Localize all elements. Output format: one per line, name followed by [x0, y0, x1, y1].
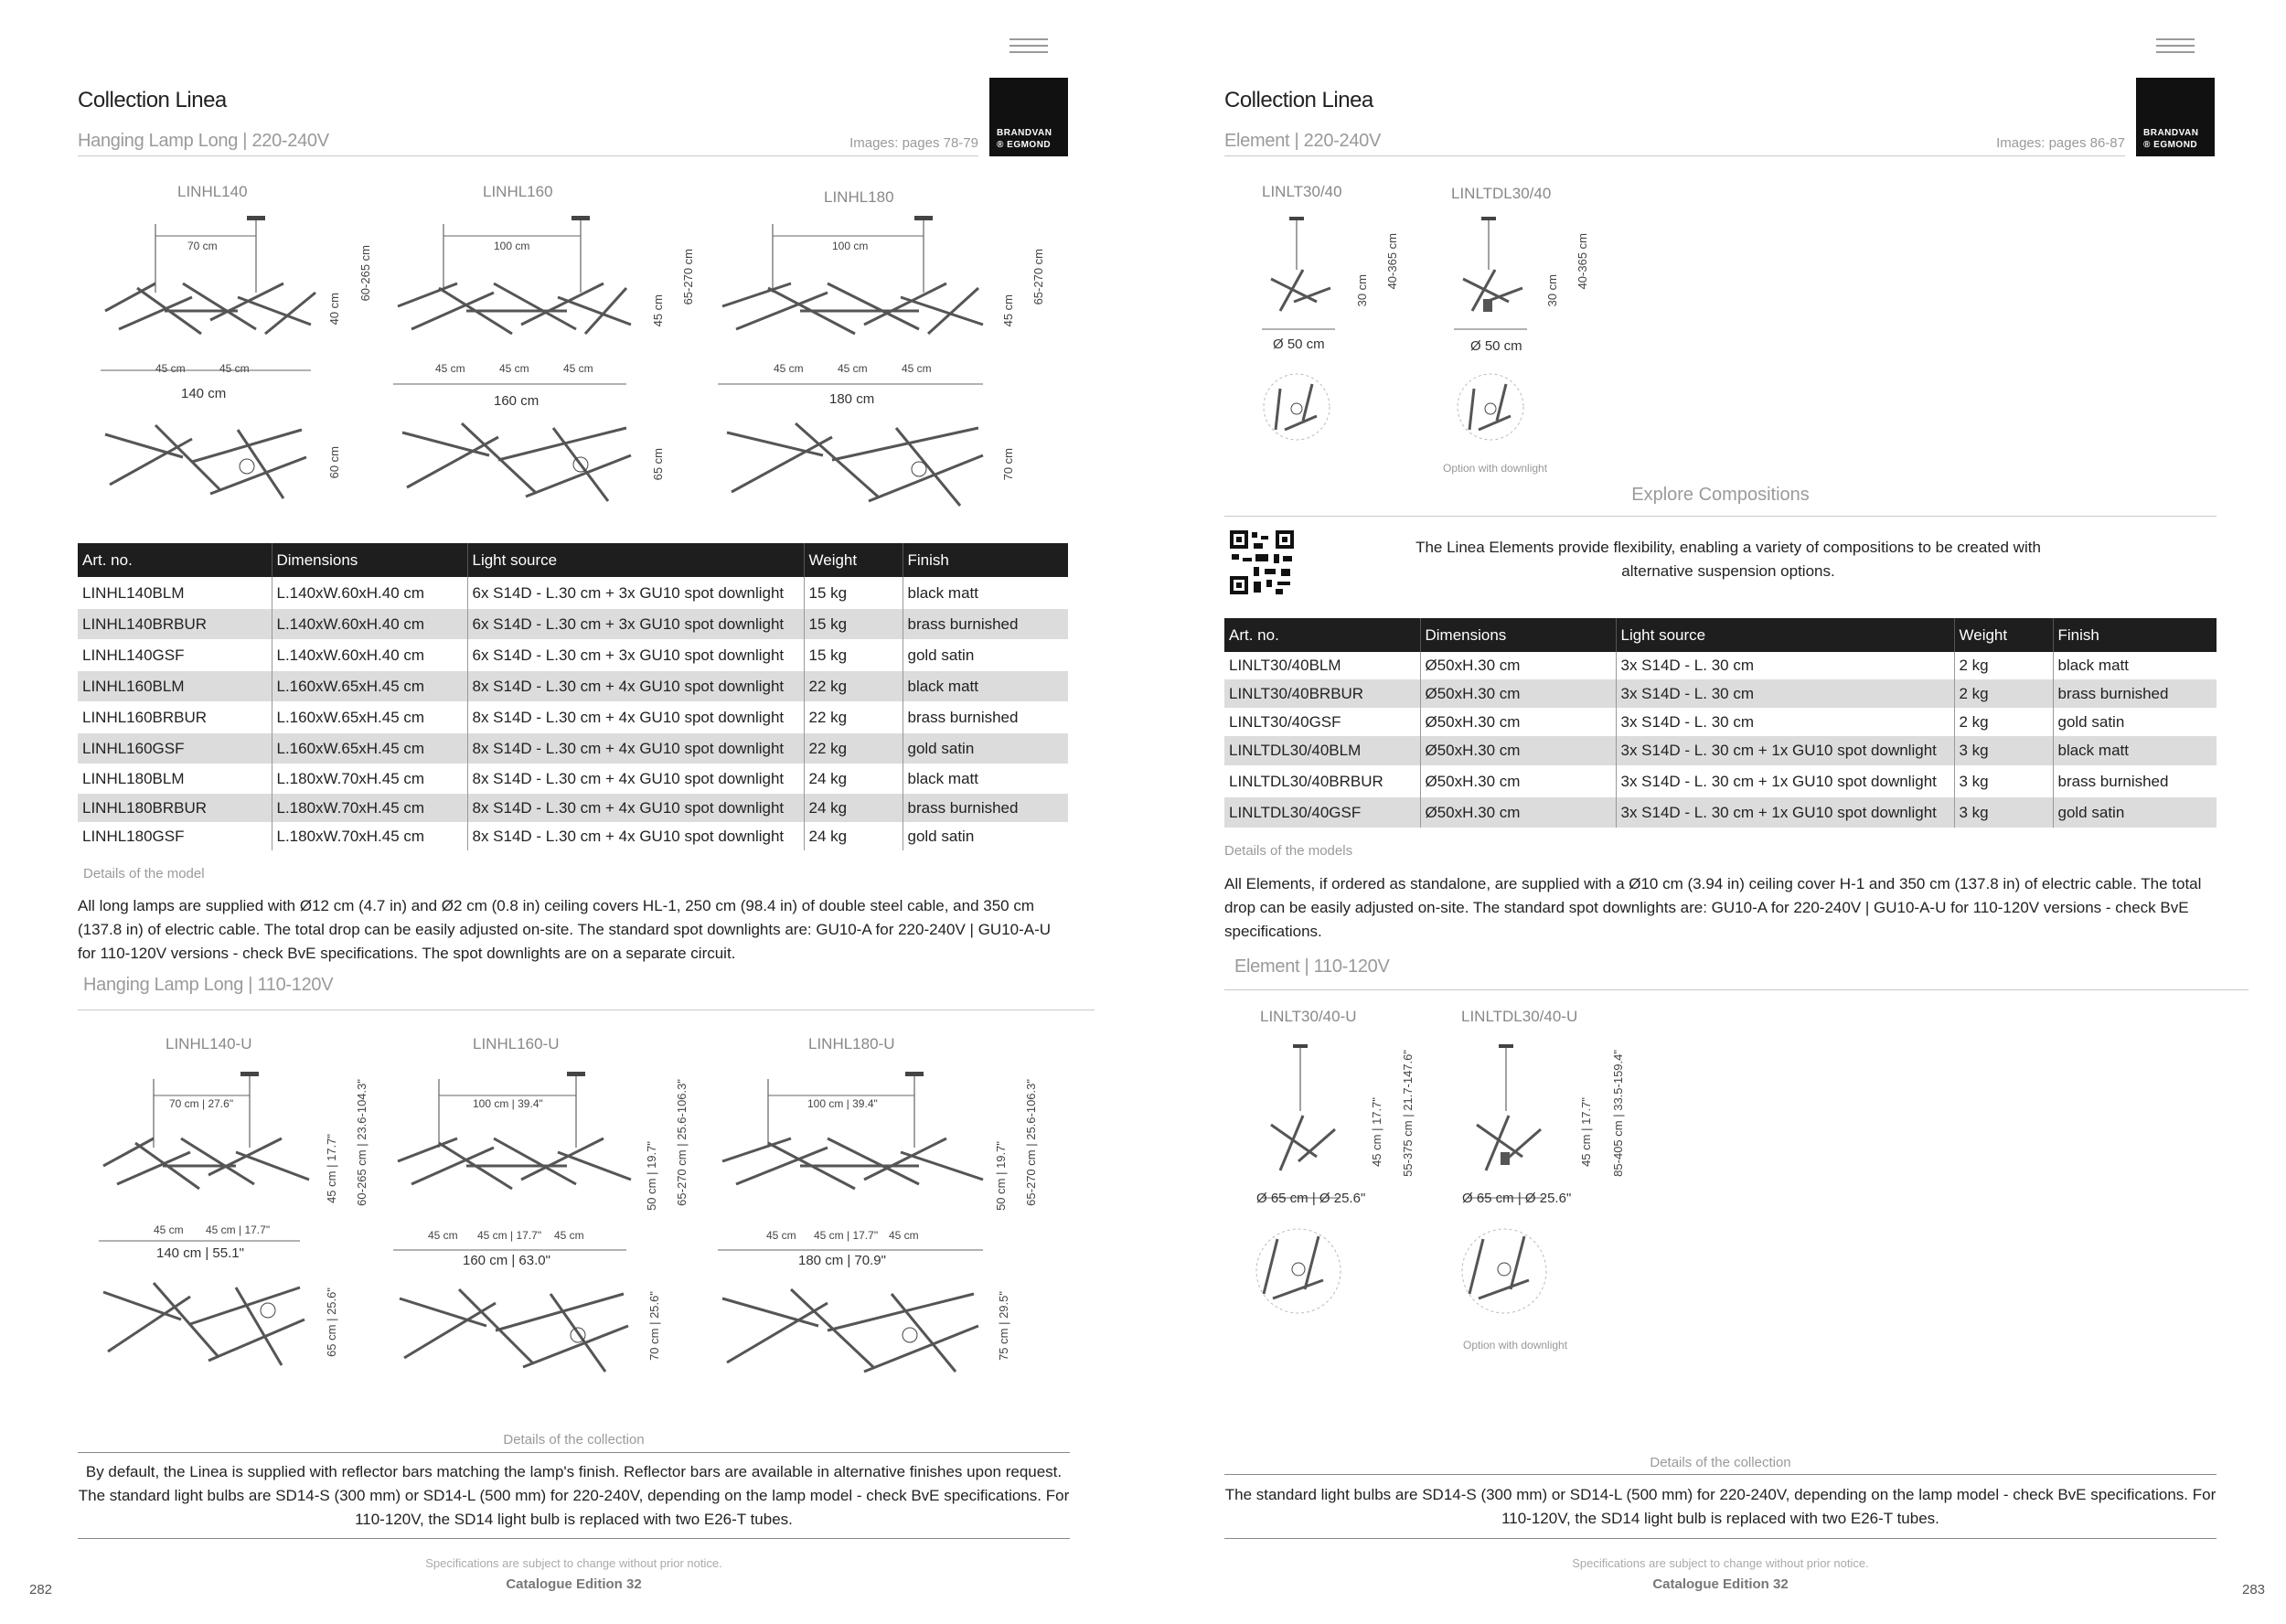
dim-segment: 45 cm	[219, 362, 250, 375]
cell: L.140xW.60xH.40 cm	[272, 639, 467, 671]
cell: LINHL140GSF	[78, 639, 272, 671]
divider	[1224, 1474, 2217, 1475]
cell: 2 kg	[1954, 652, 2053, 679]
cell: 3x S14D - L. 30 cm	[1616, 652, 1954, 679]
cell: LINLTDL30/40BLM	[1224, 736, 1420, 765]
dim-height: 45 cm | 17.7"	[1579, 1097, 1593, 1167]
model-label: LINHL160	[483, 183, 553, 200]
cell: 3x S14D - L. 30 cm + 1x GU10 spot downlight	[1616, 736, 1954, 765]
dim-width: 60 cm	[327, 446, 341, 479]
element-plan-linlt	[1262, 370, 1335, 443]
cell: Ø50xH.30 cm	[1420, 765, 1616, 797]
dim-height: 50 cm | 19.7"	[994, 1141, 1008, 1211]
cell: Ø50xH.30 cm	[1420, 652, 1616, 679]
table-row	[78, 577, 1068, 609]
dim-segment: 45 cm | 17.7"	[206, 1223, 271, 1236]
element-drawing-linlt	[1262, 215, 1344, 334]
col-header: Dimensions	[1420, 618, 1616, 652]
cell: 3x S14D - L. 30 cm	[1616, 679, 1954, 708]
page-number: 283	[2242, 1582, 2266, 1597]
dim-height: 30 cm	[1545, 274, 1559, 307]
dim-segment: 45 cm	[902, 362, 932, 375]
option-note: Option with downlight	[1443, 462, 1548, 475]
qr-code-icon[interactable]	[1228, 529, 1296, 596]
divider	[1224, 516, 2217, 517]
images-ref-left: Images: pages 78-79	[849, 135, 978, 151]
details-text: All long lamps are supplied with Ø12 cm (4.7 in) and Ø2 cm (0.8 in) ceiling covers HL-1, 250 cm (98.4 in) of double steel cable, and 350 cm (137.8 in) of electric cable. The total drop can be easily adjusted on-site. The standard spot downlights are: GU10-A for 220-240V | GU10-A-U for 110-120V versions - check BvE specifications. The spot downlights are on a separate circuit.	[78, 897, 1052, 962]
col-header: Finish	[2053, 618, 2217, 652]
cell: gold satin	[907, 646, 975, 664]
spec-table-left	[78, 543, 1068, 850]
cell: 8x S14D - L.30 cm + 4x GU10 spot downlight	[467, 671, 804, 701]
cell: L.160xW.65xH.45 cm	[272, 671, 467, 701]
cell: 3 kg	[1954, 765, 2053, 797]
cell: LINHL140BLM	[78, 577, 272, 609]
col-header: Light source	[467, 543, 804, 577]
cell: 24 kg	[804, 764, 903, 794]
table-row	[1224, 765, 2217, 797]
dim-width: 100 cm	[494, 240, 530, 252]
cell: 8x S14D - L.30 cm + 4x GU10 spot downlight	[467, 794, 804, 822]
menu-icon[interactable]	[1009, 38, 1048, 53]
table-row	[78, 671, 1068, 701]
cell: 2 kg	[1954, 708, 2053, 736]
cell: black matt	[907, 583, 978, 602]
footer-note: Specifications are subject to change without prior notice.	[1572, 1556, 1869, 1570]
table-row	[1224, 736, 2217, 765]
dim-drop: 65-270 cm	[681, 249, 695, 305]
page-title-right: Collection Linea	[1224, 88, 1373, 112]
model-label: LINLT30/40-U	[1260, 1008, 1357, 1025]
subtitle-right: Element | 220-240V	[1224, 131, 1382, 151]
dim-drop: 60-265 cm	[358, 245, 372, 302]
dim-segment: 45 cm | 17.7"	[814, 1229, 879, 1242]
cell: gold satin	[907, 827, 975, 845]
col-header: Dimensions	[272, 543, 467, 577]
table-row	[78, 822, 1068, 850]
cell: L.180xW.70xH.45 cm	[272, 764, 467, 794]
dim-segment: 45 cm	[154, 1223, 184, 1236]
cell: LINHL140BRBUR	[78, 609, 272, 639]
cell: 15 kg	[804, 639, 903, 671]
cell: black matt	[2053, 736, 2217, 765]
cell: LINLT30/40BLM	[1224, 652, 1420, 679]
cell: LINLTDL30/40BRBUR	[1224, 765, 1420, 797]
cell: 6x S14D - L.30 cm + 3x GU10 spot downlight	[467, 609, 804, 639]
details-label: Details of the model	[83, 866, 205, 881]
dim-drop: 40-365 cm	[1385, 233, 1399, 290]
dim-width: 70 cm	[1001, 448, 1015, 481]
brand-logo-left: BRANDVAN ® EGMOND	[989, 78, 1068, 156]
cell: 8x S14D - L.30 cm + 4x GU10 spot downlight	[467, 733, 804, 764]
plan-view-linhl140-u	[99, 1278, 318, 1370]
cell: 3x S14D - L. 30 cm	[1616, 708, 1954, 736]
cell: brass burnished	[2057, 772, 2169, 790]
cell: 3x S14D - L. 30 cm + 1x GU10 spot downlight	[1616, 765, 1954, 797]
cell: Ø50xH.30 cm	[1420, 679, 1616, 708]
cell: LINHL180GSF	[78, 822, 272, 850]
dim-drop: 40-365 cm	[1576, 233, 1589, 290]
option-note: Option with downlight	[1463, 1339, 1568, 1352]
dim-drop: 60-265 cm | 23.6-104.3"	[355, 1079, 369, 1206]
dim-height: 30 cm	[1355, 274, 1369, 307]
cell: LINHL160BLM	[78, 671, 272, 701]
subtitle-right-2: Element | 110-120V	[1234, 956, 1390, 977]
element-plan-linltdl-u	[1460, 1225, 1552, 1317]
details-text: All Elements, if ordered as standalone, are supplied with a Ø10 cm (3.94 in) ceiling cover H-1 and 350 cm (137.8 in) of electric cable. The total drop can be easily adjusted on-site. The standard spot downlights are: GU10-A for 220-240V | GU10-A-U for 110-120V versions - check BvE specifications.	[1224, 875, 2202, 940]
dim-drop: 85-405 cm | 33.5-159.4"	[1611, 1050, 1625, 1177]
cell: L.160xW.65xH.45 cm	[272, 733, 467, 764]
divider	[78, 1452, 1070, 1453]
dim-segment: 45 cm | 17.7"	[477, 1229, 542, 1242]
cell: L.140xW.60xH.40 cm	[272, 577, 467, 609]
dim-length: 180 cm | 70.9"	[798, 1253, 886, 1268]
plan-view-linhl160	[398, 419, 645, 506]
dim-segment: 45 cm	[774, 362, 804, 375]
element-plan-linltdl	[1456, 370, 1529, 443]
dim-segment: 45 cm	[838, 362, 868, 375]
dim-height: 45 cm	[1001, 294, 1015, 327]
dim-drop: 65-270 cm | 25.6-106.3"	[675, 1079, 689, 1206]
table-row	[78, 701, 1068, 733]
cell: 3x S14D - L. 30 cm + 1x GU10 spot downlight	[1616, 797, 1954, 828]
cell: LINLT30/40BRBUR	[1224, 679, 1420, 708]
table-row	[1224, 652, 2217, 679]
cell: black matt	[907, 769, 978, 787]
col-header: Weight	[804, 543, 903, 577]
model-label: LINHL140-U	[166, 1035, 252, 1052]
dim-height: 45 cm | 17.7"	[1370, 1097, 1383, 1167]
menu-icon[interactable]	[2156, 38, 2195, 53]
explore-title: Explore Compositions	[1631, 485, 1810, 505]
dim-segment: 45 cm	[155, 362, 186, 375]
cell: LINLTDL30/40GSF	[1224, 797, 1420, 828]
cell: gold satin	[2053, 797, 2217, 828]
footer-edition: Catalogue Edition 32	[1652, 1576, 1789, 1592]
cell: black matt	[2057, 657, 2129, 674]
dim-segment: 45 cm	[435, 362, 465, 375]
footer-note: Specifications are subject to change without prior notice.	[425, 1556, 722, 1570]
table-row	[1224, 708, 2217, 736]
cell: 24 kg	[804, 794, 903, 822]
dim-diameter: Ø 65 cm | Ø 25.6"	[1256, 1191, 1366, 1206]
dim-segment: 45 cm	[889, 1229, 919, 1242]
dim-width: 100 cm	[832, 240, 869, 252]
cell: 6x S14D - L.30 cm + 3x GU10 spot downlight	[467, 577, 804, 609]
cell: 22 kg	[804, 671, 903, 701]
cell: 2 kg	[1954, 679, 2053, 708]
cell: Ø50xH.30 cm	[1420, 797, 1616, 828]
model-label: LINHL160-U	[473, 1035, 560, 1052]
brand-logo-right: BRANDVAN ® EGMOND	[2136, 78, 2215, 156]
element-drawing-linltdl	[1454, 215, 1536, 334]
dim-length: 180 cm	[829, 391, 875, 407]
dim-width: 65 cm	[651, 448, 665, 481]
col-header: Light source	[1616, 618, 1954, 652]
dim-width: 100 cm | 39.4"	[807, 1097, 878, 1110]
dim-length: 160 cm	[494, 393, 539, 409]
spec-table-right	[1224, 618, 2217, 828]
col-header: Finish	[903, 543, 1068, 577]
details-text: The standard light bulbs are SD14-S (300 mm) or SD14-L (500 mm) for 220-240V, depending on the lamp model - check BvE specifications. For 110-120V, the SD14 light bulb is replaced with two E26-T tubes.	[1224, 1486, 2217, 1527]
model-label: LINLTDL30/40-U	[1461, 1008, 1578, 1025]
lamp-drawing-linhl140-u	[99, 1070, 336, 1244]
table-row	[1224, 679, 2217, 708]
dim-drop: 65-270 cm	[1031, 249, 1045, 305]
dim-height: 50 cm | 19.7"	[645, 1141, 658, 1211]
explore-text: The Linea Elements provide flexibility, enabling a variety of compositions to be created with alternative suspension options.	[1415, 539, 2041, 580]
plan-view-linhl140	[101, 421, 320, 503]
dim-length: 140 cm	[181, 386, 227, 401]
dim-height: 40 cm	[327, 293, 341, 326]
dim-width: 75 cm | 29.5"	[997, 1291, 1010, 1361]
dim-segment: 45 cm	[499, 362, 529, 375]
cell: 22 kg	[804, 733, 903, 764]
model-label: LINHL140	[177, 183, 248, 200]
plan-view-linhl160-u	[395, 1285, 642, 1376]
page-number: 282	[29, 1582, 53, 1597]
cell: L.180xW.70xH.45 cm	[272, 794, 467, 822]
cell: 8x S14D - L.30 cm + 4x GU10 spot downlight	[467, 822, 804, 850]
cell: 24 kg	[804, 822, 903, 850]
dim-drop: 55-375 cm | 21.7-147.6"	[1401, 1050, 1415, 1177]
col-header: Art. no.	[1224, 618, 1420, 652]
dim-height: 45 cm	[651, 294, 665, 327]
divider	[1224, 1538, 2217, 1539]
cell: gold satin	[2057, 712, 2125, 731]
cell: 22 kg	[804, 701, 903, 733]
dim-length: 160 cm | 63.0"	[463, 1253, 550, 1268]
model-label: LINHL180	[824, 188, 894, 206]
images-ref-right: Images: pages 86-87	[1996, 135, 2125, 151]
details-label: Details of the collection	[1650, 1455, 1791, 1470]
dim-height: 45 cm | 17.7"	[325, 1134, 338, 1203]
plan-view-linhl180-u	[718, 1285, 992, 1376]
table-row	[78, 794, 1068, 822]
cell: L.160xW.65xH.45 cm	[272, 701, 467, 733]
subtitle-left-2: Hanging Lamp Long | 110-120V	[83, 975, 334, 995]
model-label: LINHL180-U	[808, 1035, 895, 1052]
subtitle-left: Hanging Lamp Long | 220-240V	[78, 131, 329, 151]
cell: L.180xW.70xH.45 cm	[272, 822, 467, 850]
table-row	[78, 639, 1068, 671]
element-drawing-linltdl-u	[1468, 1042, 1559, 1202]
cell: 15 kg	[804, 577, 903, 609]
cell: brass burnished	[2053, 679, 2217, 708]
footer-edition: Catalogue Edition 32	[506, 1576, 642, 1592]
table-row	[78, 733, 1068, 764]
divider	[78, 1538, 1070, 1539]
divider	[1224, 155, 2125, 156]
details-label: Details of the collection	[503, 1432, 645, 1448]
col-header: Weight	[1954, 618, 2053, 652]
table-row	[1224, 797, 2217, 828]
table-row	[78, 764, 1068, 794]
details-label: Details of the models	[1224, 843, 1353, 859]
element-plan-linlt-u	[1255, 1225, 1346, 1317]
cell: Ø50xH.30 cm	[1420, 708, 1616, 736]
cell: 6x S14D - L.30 cm + 3x GU10 spot downlight	[467, 639, 804, 671]
cell: brass burnished	[903, 609, 1068, 639]
divider	[1224, 989, 2249, 990]
dim-segment: 45 cm	[563, 362, 593, 375]
dim-diameter: Ø 65 cm | Ø 25.6"	[1462, 1191, 1572, 1206]
cell: LINHL180BLM	[78, 764, 272, 794]
cell: brass burnished	[907, 708, 1019, 726]
col-header: Art. no.	[78, 543, 272, 577]
cell: 8x S14D - L.30 cm + 4x GU10 spot downlight	[467, 764, 804, 794]
dim-width: 65 cm | 25.6"	[325, 1287, 338, 1357]
cell: gold satin	[903, 733, 1068, 764]
model-label: LINLTDL30/40	[1451, 185, 1552, 202]
dim-segment: 45 cm	[428, 1229, 458, 1242]
model-label: LINLT30/40	[1262, 183, 1342, 200]
dim-diameter: Ø 50 cm	[1470, 338, 1522, 354]
cell: brass burnished	[903, 794, 1068, 822]
dim-segment: 45 cm	[554, 1229, 584, 1242]
page-title-left: Collection Linea	[78, 88, 227, 112]
dim-width: 70 cm | 27.6"	[169, 1097, 234, 1110]
cell: 8x S14D - L.30 cm + 4x GU10 spot downlight	[467, 701, 804, 733]
table-row	[78, 609, 1068, 639]
dim-diameter: Ø 50 cm	[1273, 337, 1325, 352]
cell: LINLT30/40GSF	[1224, 708, 1420, 736]
cell: LINHL160BRBUR	[78, 701, 272, 733]
cell: 15 kg	[804, 609, 903, 639]
dim-length: 140 cm | 55.1"	[156, 1245, 244, 1261]
details-text: By default, the Linea is supplied with reflector bars matching the lamp's finish. Reflector bars are available in alternative finishes upon request. The standard light bulbs are SD14-S (300 mm) or SD14-L (500 mm) for 220-240V, depending on the lamp model - check BvE specifications. For 110-120V, the SD14 light bulb is replaced with two E26-T tubes.	[78, 1463, 1070, 1528]
cell: Ø50xH.30 cm	[1420, 736, 1616, 765]
element-drawing-linlt-u	[1262, 1042, 1353, 1202]
cell: black matt	[903, 671, 1068, 701]
cell: LINHL160GSF	[78, 733, 272, 764]
divider	[78, 155, 978, 156]
dim-segment: 45 cm	[766, 1229, 796, 1242]
dim-width: 100 cm | 39.4"	[473, 1097, 543, 1110]
cell: L.140xW.60xH.40 cm	[272, 609, 467, 639]
dim-width: 70 cm | 25.6"	[647, 1291, 661, 1361]
plan-view-linhl180	[722, 419, 997, 510]
cell: LINHL180BRBUR	[78, 794, 272, 822]
dim-width: 70 cm	[187, 240, 218, 252]
dim-drop: 65-270 cm | 25.6-106.3"	[1024, 1079, 1038, 1206]
cell: 3 kg	[1954, 736, 2053, 765]
cell: 3 kg	[1954, 797, 2053, 828]
